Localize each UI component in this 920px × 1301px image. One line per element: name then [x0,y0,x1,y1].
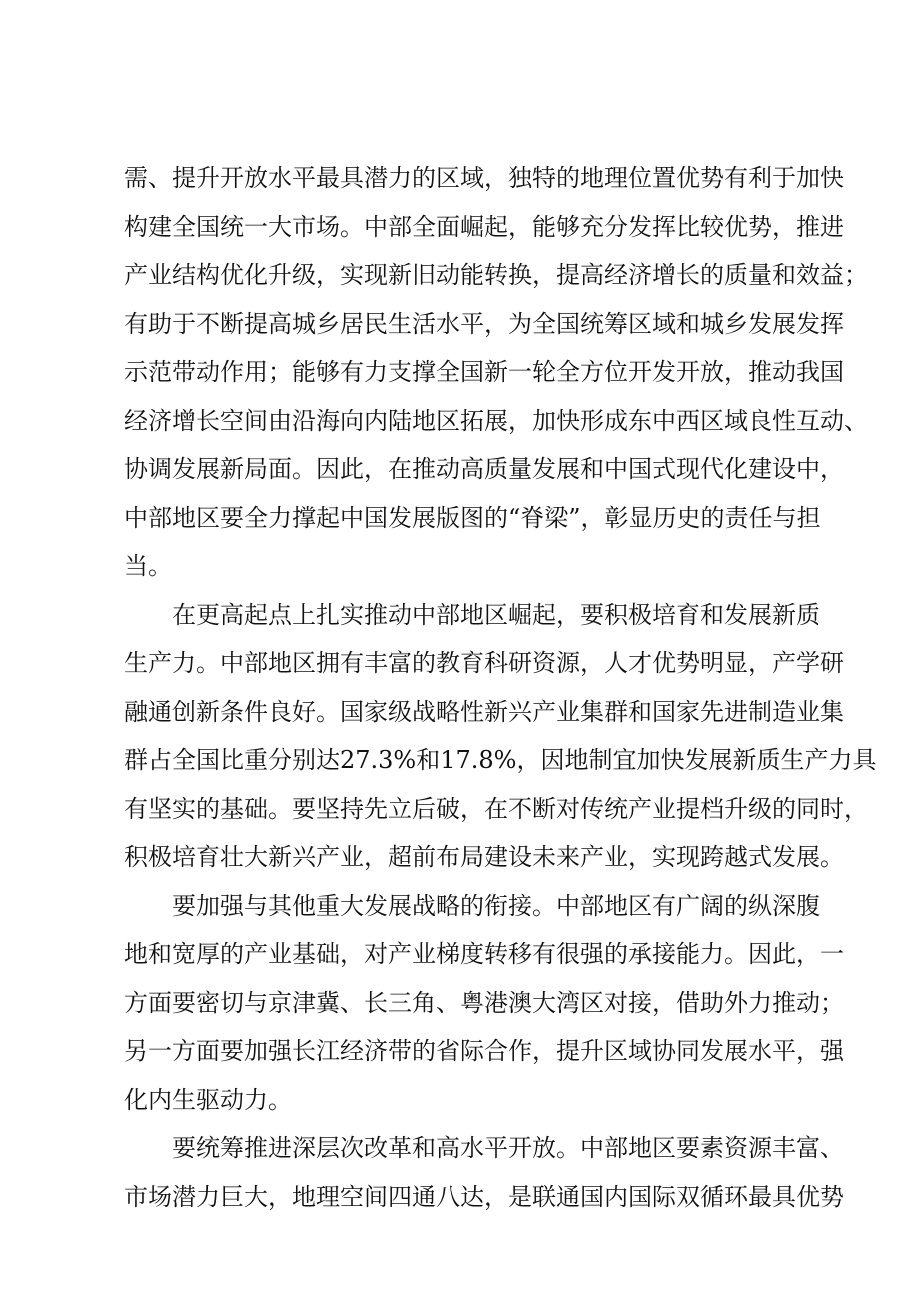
text-line: 生产力。中部地区拥有丰富的教育科研资源，人才优势明显，产学研 [124,649,844,677]
text-line: 构建全国统一大市场。中部全面崛起，能够充分发挥比较优势，推进 [124,212,844,241]
text-line: 方面要密切与京津冀、长三角、粤港澳大湾区对接，借助外力推动； [124,988,844,1017]
text-line: 融通创新条件良好。国家级战略性新兴产业集群和国家先进制造业集 [124,697,844,726]
text-line: 协调发展新局面。因此，在推动高质量发展和中国式现代化建设中， [124,455,844,483]
text-line: 地和宽厚的产业基础，对产业梯度转移有很强的承接能力。因此，一 [124,940,844,968]
text-line: 市场潜力巨大，地理空间四通八达，是联通国内国际双循环最具优势 [124,1182,844,1211]
text-line: 群占全国比重分别达27.3%和17.8%，因地制宜加快发展新质生产力具 [124,746,877,774]
text-line: 要统筹推进深层次改革和高水平开放。中部地区要素资源丰富、 [172,1134,844,1162]
text-line: 中部地区要全力撑起中国发展版图的“脊梁”，彰显历史的责任与担 [124,503,821,532]
body-text [124,154,877,1221]
text-line: 示范带动作用；能够有力支撑全国新一轮全方位开发开放，推动我国 [124,358,844,386]
text-line: 在更高起点上扎实推动中部地区崛起，要积极培育和发展新质 [172,600,820,629]
text-line: 积极培育壮大新兴产业，超前布局建设未来产业，实现跨越式发展。 [124,843,844,871]
text-line: 当。 [124,552,172,580]
text-line: 产业结构优化升级，实现新旧动能转换，提高经济增长的质量和效益； [124,261,868,289]
text-line: 需、提升开放水平最具潜力的区域，独特的地理位置优势有利于加快 [124,164,844,192]
text-line: 有坚实的基础。要坚持先立后破，在不断对传统产业提档升级的同时， [124,794,868,823]
text-line: 要加强与其他重大发展战略的衔接。中部地区有广阔的纵深腹 [172,891,820,920]
text-line: 经济增长空间由沿海向内陆地区拓展，加快形成东中西区域良性互动、 [124,406,868,435]
text-line: 有助于不断提高城乡居民生活水平，为全国统筹区域和城乡发展发挥 [124,309,844,338]
text-line: 化内生驱动力。 [124,1085,292,1114]
text-line: 另一方面要加强长江经济带的省际合作，提升区域协同发展水平，强 [124,1037,844,1065]
